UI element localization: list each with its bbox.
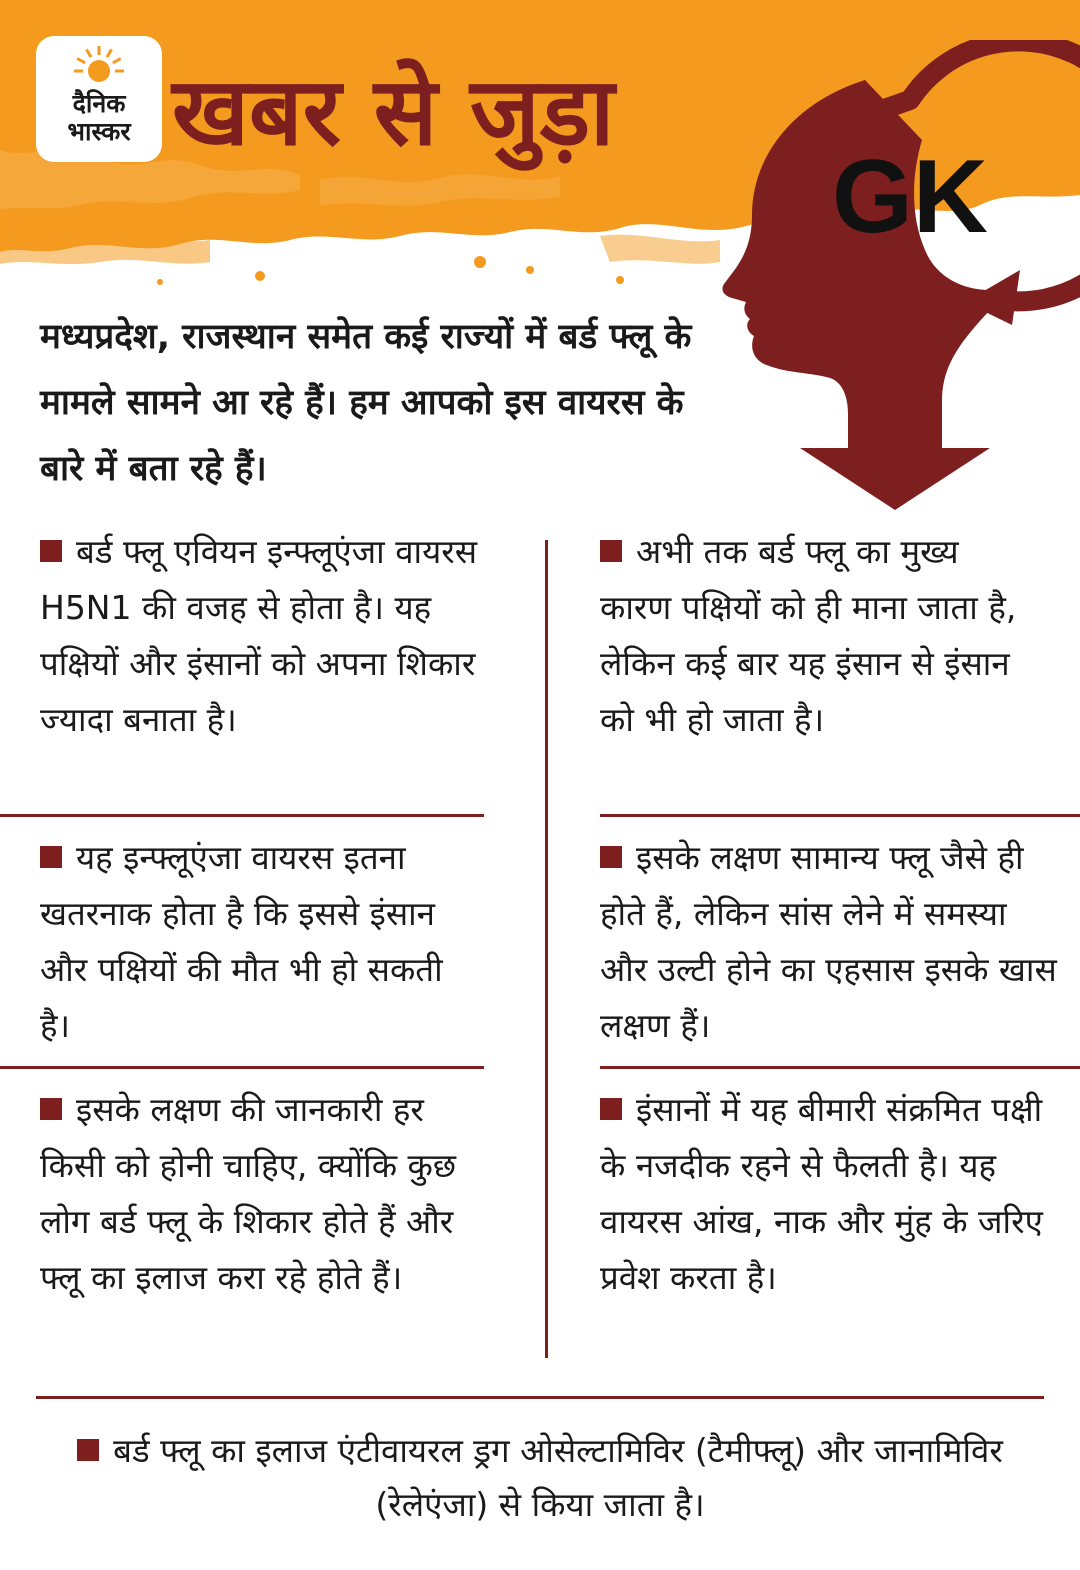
gk-badge: GK	[832, 139, 988, 255]
footer-text: बर्ड फ्लू का इलाज एंटीवायरल ड्रग ओसेल्टामिविर (टैमीफ्लू) और जानामिविर (रेलेएंजा) से किया जाता है।	[113, 1431, 1003, 1524]
bullet-square-icon	[600, 846, 622, 868]
bullet-square-icon	[600, 1098, 622, 1120]
fact-right-3	[600, 1082, 1050, 1306]
intro-bold: हम आपको इस वायरस के बारे में बता रहे हैं।	[40, 383, 684, 489]
fact-left-3	[40, 1082, 480, 1306]
intro-lead: मध्यप्रदेश, राजस्थान समेत कई राज्यों में बर्ड फ्लू के मामले सामने आ रहे हैं।	[40, 317, 692, 423]
row-divider-right-2	[600, 1066, 1080, 1069]
logo-text-line2: भास्कर	[67, 117, 131, 146]
page-title: खबर से जुड़ा	[172, 58, 615, 167]
fact-text: इसके लक्षण सामान्य फ्लू जैसे ही होते हैं, लेकिन सांस लेने में समस्या और उल्टी होने का एहसास इसके खास लक्षण हैं।	[600, 838, 1057, 1045]
logo-text-line1: दैनिक	[72, 89, 126, 118]
bullet-square-icon	[40, 540, 62, 562]
bullet-square-icon	[40, 846, 62, 868]
sun-icon	[74, 44, 124, 94]
head-arrow-illustration	[690, 40, 1080, 510]
footer-divider	[36, 1396, 1044, 1399]
brand-logo	[36, 36, 162, 162]
bullet-square-icon	[77, 1439, 99, 1461]
fact-left-2	[40, 830, 480, 1054]
column-divider	[545, 540, 548, 1358]
footer-note	[40, 1424, 1040, 1532]
fact-text: इसके लक्षण की जानकारी हर किसी को होनी चाहिए, क्योंकि कुछ लोग बर्ड फ्लू के शिकार होते हैं और फ्लू का इलाज करा रहे होते हैं।	[40, 1090, 457, 1297]
bullet-square-icon	[600, 540, 622, 562]
row-divider-left-1	[0, 814, 484, 817]
fact-text: यह इन्फ्लूएंजा वायरस इतना खतरनाक होता है कि इससे इंसान और पक्षियों की मौत भी हो सकती है।	[40, 838, 443, 1045]
fact-text: बर्ड फ्लू एवियन इन्फ्लूएंजा वायरस H5N1 की वजह से होता है। यह पक्षियों और इंसानों को अपना शिकार ज्यादा बनाता है।	[40, 532, 478, 739]
row-divider-right-1	[600, 814, 1080, 817]
fact-left-1	[40, 524, 480, 748]
row-divider-left-2	[0, 1066, 484, 1069]
fact-right-2	[600, 830, 1060, 1054]
fact-text: इंसानों में यह बीमारी संक्रमित पक्षी के नजदीक रहने से फैलती है। यह वायरस आंख, नाक और मुंह के जरिए प्रवेश करता है।	[600, 1090, 1043, 1297]
fact-text: अभी तक बर्ड फ्लू का मुख्य कारण पक्षियों को ही माना जाता है, लेकिन कई बार यह इंसान से इंसान को भी हो जाता है।	[600, 532, 1017, 739]
intro-paragraph	[40, 304, 720, 502]
bullet-square-icon	[40, 1098, 62, 1120]
fact-right-1	[600, 524, 1040, 748]
